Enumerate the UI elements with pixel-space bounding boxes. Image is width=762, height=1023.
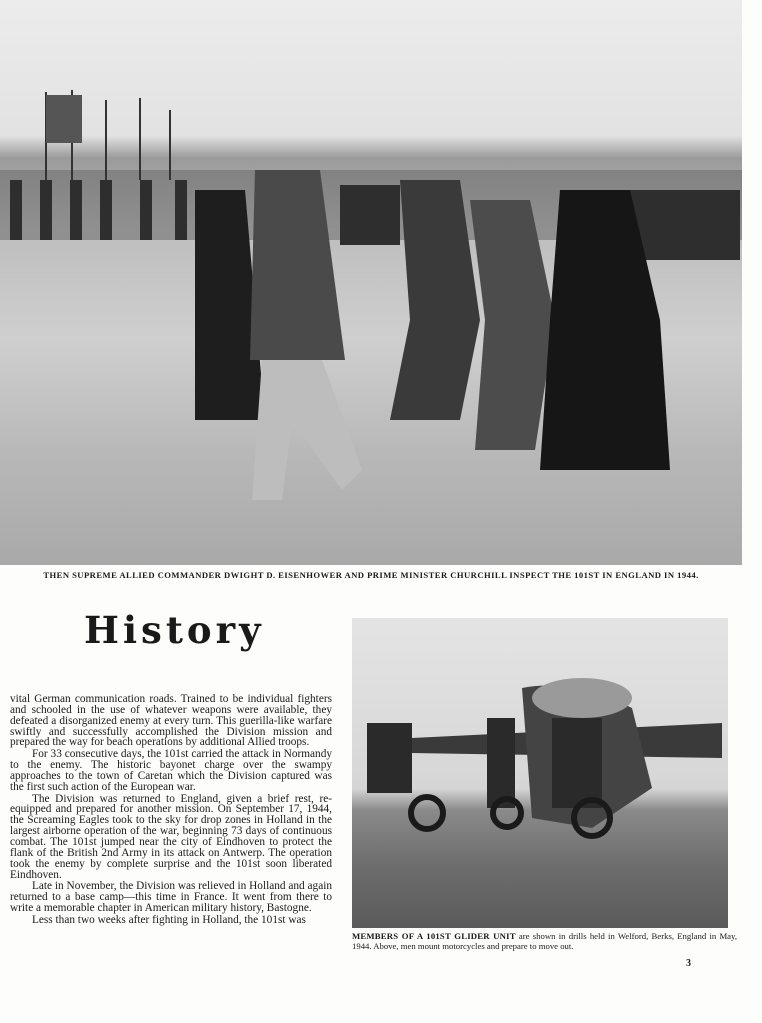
paragraph: Less than two weeks after fighting in Holland, the 101st was [32,913,306,926]
bottom-photo-caption [352,932,737,951]
caption-lead: MEMBERS OF A 101ST GLIDER UNIT [352,931,516,941]
paragraph: Late in November, the Division was relieved in Holland and again returned to a base camp—this time in France. It went from there to write a memorable chapter in American military history, Bastogne. [10,880,332,915]
page-number: 3 [686,958,691,969]
paragraph: The Division was returned to England, given a brief rest, re-equipped and prepared for another mission. On September 17, 1944, the Screaming Eagles took to the sky for drop zones in Holland in the largest airborne operation of the war, beginning 73 days of continuous combat. The 101st jumped near the city of Eindhoven to protect the flank of the British 2nd Army in its attack on Antwerp. The operation took the enemy by complete surprise and the 101st soon liberated Eindhoven. [10,792,332,881]
paragraph: For 33 consecutive days, the 101st carried the attack in Normandy to the enemy. The historic bayonet charge over the swampy approaches to the town of Caretan which the Division captured was the first such action of the European war. [10,748,332,793]
article-body [10,694,332,927]
paragraph: vital German communication roads. Trained to be individual fighters and schooled in the use of whatever weapons were available, they defeated a disorganized enemy at every turn. This guerilla-like warfare swiftly and successfully accomplished the Division mission and prepared the way for beach operations by additional Allied troops. [10,693,332,749]
top-photo-caption: THEN SUPREME ALLIED COMMANDER DWIGHT D. EISENHOWER AND PRIME MINISTER CHURCHILL INSPECT THE 101ST IN ENGLAND IN 1944. [43,570,699,580]
glider-unit-photo [352,618,728,928]
photo-illustration [352,618,728,928]
page-title: History [84,608,265,652]
caption-text: are shown in drills held in Welford, Berks, England in May, 1944. Above, men mount motorcycles and prepare to move out. [352,931,737,951]
